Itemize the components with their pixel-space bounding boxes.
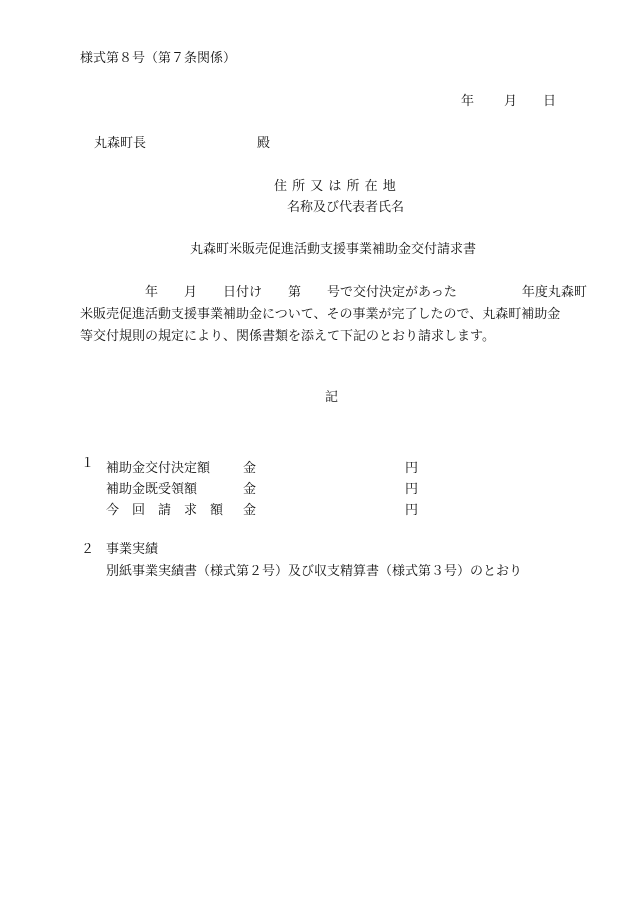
amount-label: 今 回 請 求 額 — [106, 503, 224, 518]
section2-detail: 別紙事業実績書（様式第２号）及び収支精算書（様式第３号）のとおり — [106, 564, 523, 579]
ki-heading: 記 — [325, 390, 339, 405]
amount-prefix: 金 — [243, 461, 257, 476]
section2-heading: 事業実績 — [106, 542, 159, 557]
request-paragraph — [80, 282, 592, 348]
paragraph-line: 等交付規則の規定により、関係書類を添えて下記のとおり請求します。 — [80, 329, 495, 344]
amount-unit: 円 — [405, 503, 419, 518]
addressee-honorific: 殿 — [257, 136, 271, 151]
applicant-address-label: 住 所 又 は 所 在 地 — [274, 179, 397, 194]
amount-label: 補助金既受領額 — [106, 482, 198, 497]
amount-prefix: 金 — [243, 503, 257, 518]
amount-unit: 円 — [405, 482, 419, 497]
amount-prefix: 金 — [243, 482, 257, 497]
date-year-label: 年 — [461, 94, 475, 109]
applicant-name-label: 名称及び代表者氏名 — [287, 200, 405, 215]
document-title: 丸森町米販売促進活動支援事業補助金交付請求書 — [190, 242, 477, 257]
amount-label: 補助金交付決定額 — [106, 461, 211, 476]
amount-row-received — [80, 478, 440, 496]
amount-row-decided — [80, 457, 440, 475]
paragraph-line: 米販売促進活動支援事業補助金について、その事業が完了したので、丸森町補助金 — [80, 307, 561, 322]
amount-unit: 円 — [405, 461, 419, 476]
section1-number: １ — [81, 456, 95, 471]
paragraph-line: 年 月 日付け 第 号で交付決定があった 年度丸森町 — [80, 285, 587, 300]
date-day-label: 日 — [543, 94, 557, 109]
addressee-title: 丸森町長 — [94, 136, 147, 151]
amount-row-request — [80, 499, 440, 517]
section2-number: ２ — [81, 542, 95, 557]
date-month-label: 月 — [504, 94, 518, 109]
form-number: 様式第８号（第７条関係） — [80, 51, 237, 66]
